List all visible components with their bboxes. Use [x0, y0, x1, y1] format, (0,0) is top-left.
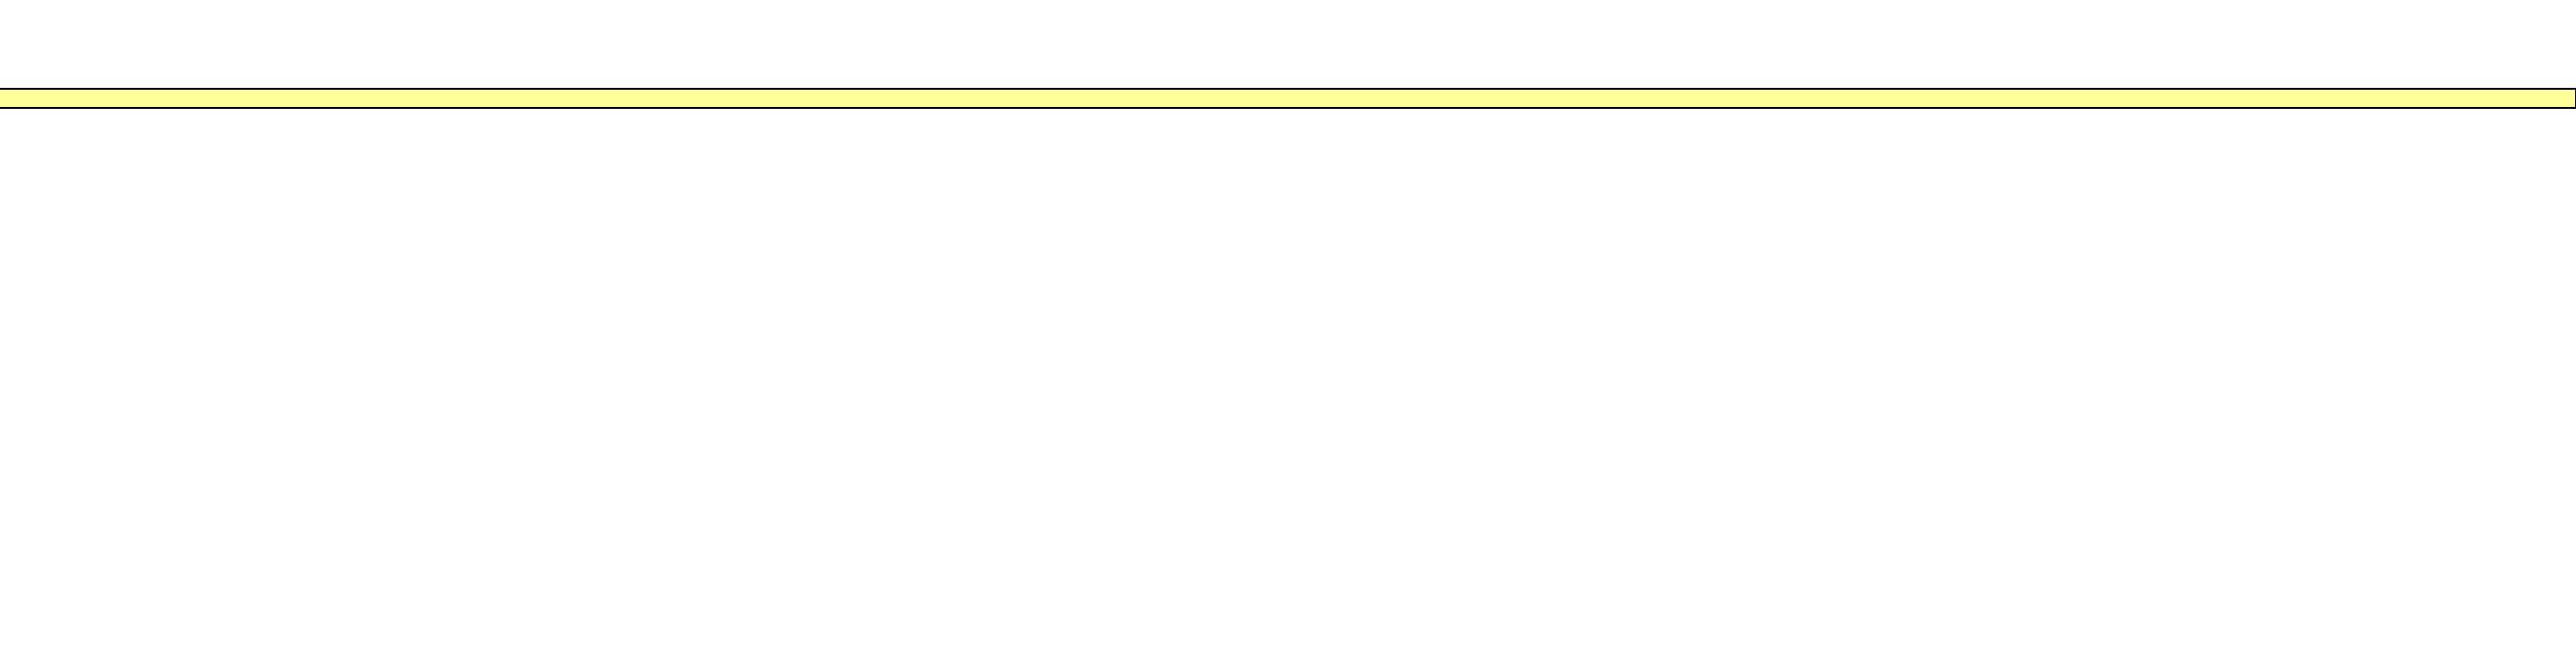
table-header: [0, 89, 2576, 108]
header-location: [0, 89, 2576, 108]
table-container: [0, 88, 2576, 109]
data-table: [0, 88, 2576, 109]
